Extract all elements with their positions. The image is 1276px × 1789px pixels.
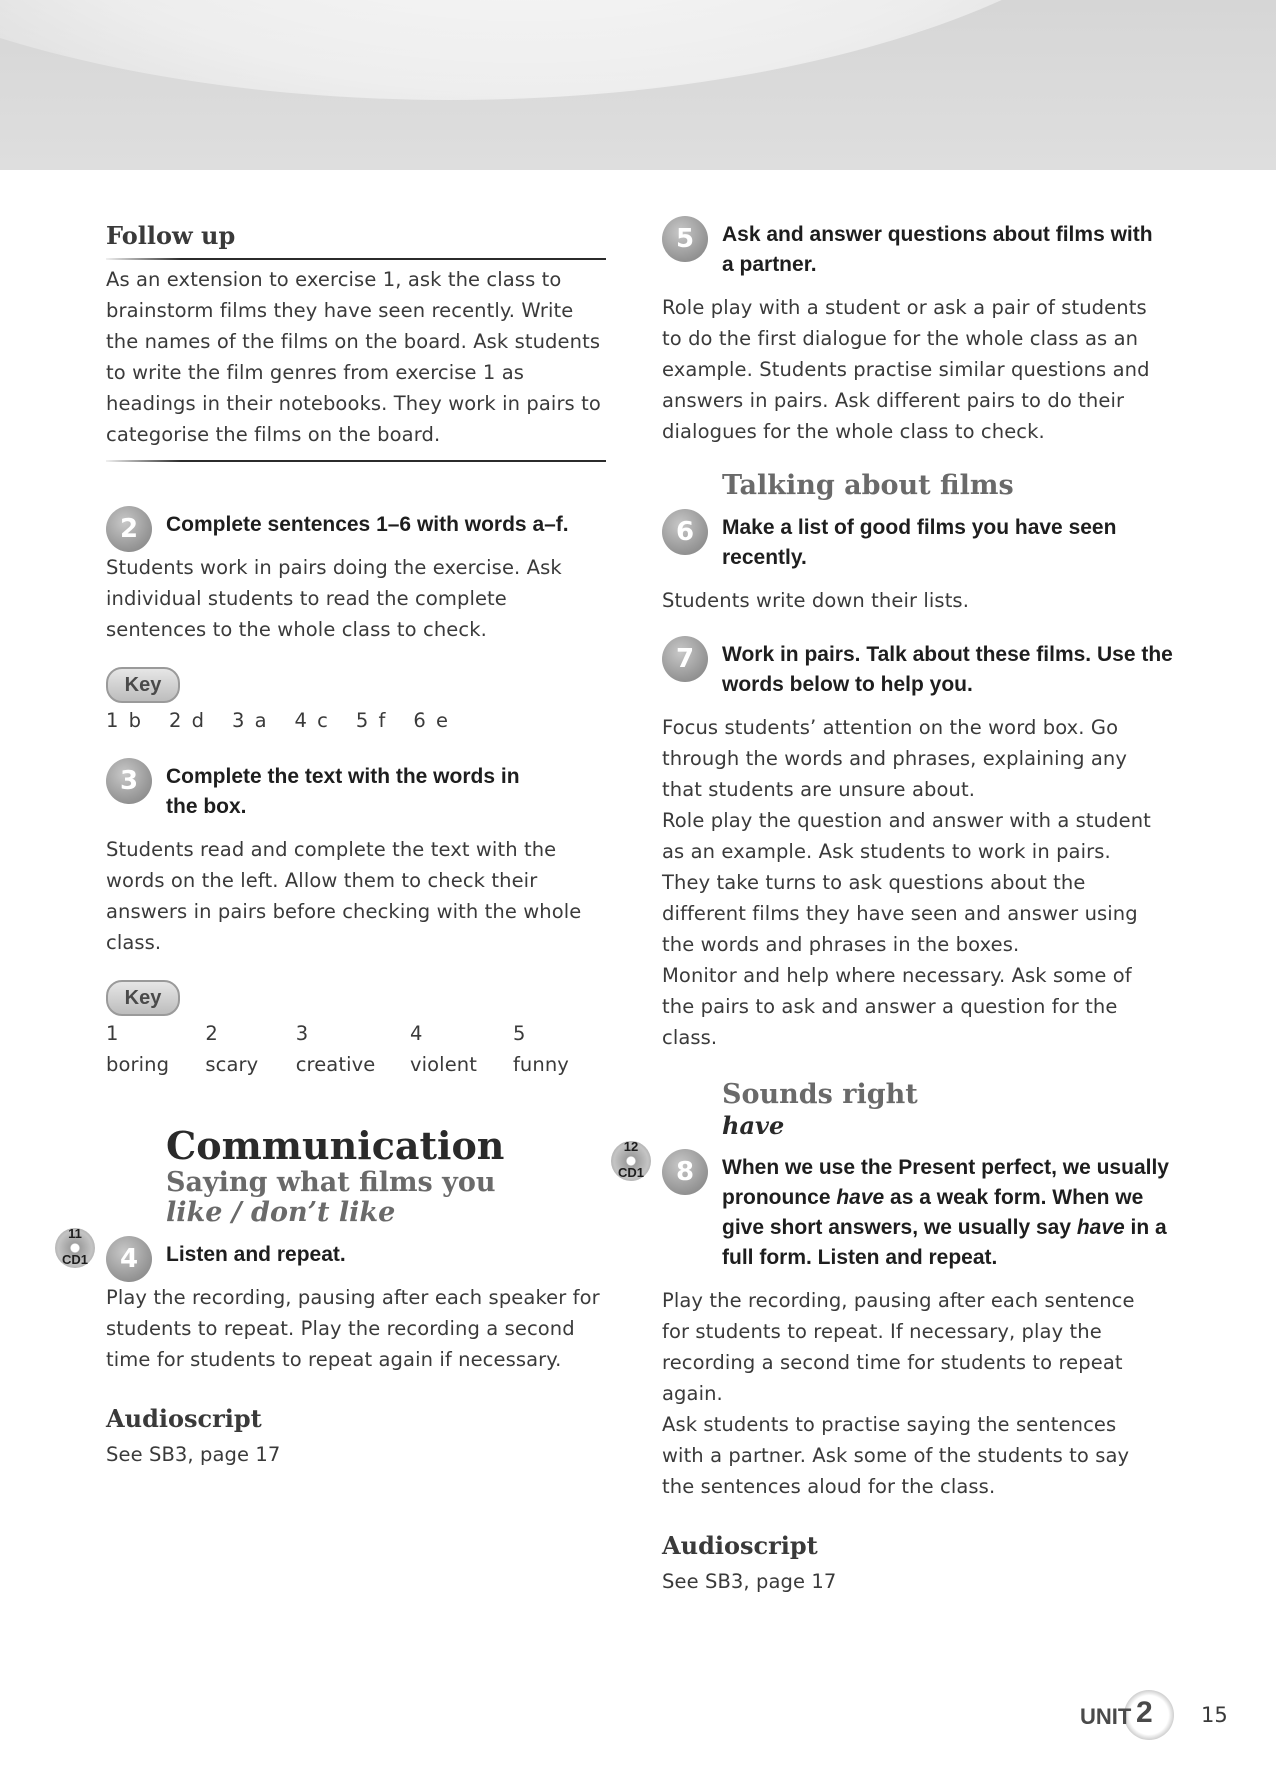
- exercise-number-badge: 2: [106, 506, 152, 552]
- header-band: [0, 0, 1276, 170]
- communication-subtitle-italic: like / don’t like: [166, 1197, 396, 1228]
- exercise-number-badge: 8: [662, 1149, 708, 1195]
- answer: 1 boring: [106, 1022, 170, 1076]
- sounds-right-subtitle: have: [722, 1111, 785, 1140]
- answer: 5 funny: [512, 1022, 569, 1076]
- exercise-7: [662, 640, 1173, 1053]
- sounds-right-heading: [662, 1079, 1162, 1141]
- exercise-6-instruction: Make a list of good films you have seen recently.: [722, 516, 1117, 569]
- exercise-4-text: Play the recording, pausing after each speaker for students to repeat. Play the recording a second time for students to repeat again if necessary.: [106, 1286, 600, 1371]
- answer: 2 d: [168, 709, 206, 732]
- exercise-6: [662, 513, 1162, 616]
- exercise-8-text-1: Play the recording, pausing after each sentence for students to repeat. If necessary, play the recording a second time for students to repeat again.: [662, 1289, 1135, 1405]
- unit-marker: [1080, 1690, 1170, 1744]
- cd-label: CD1: [61, 1252, 88, 1267]
- answer: 2 scary: [205, 1022, 259, 1076]
- left-column: [61, 220, 606, 1470]
- answer: 4 c: [294, 709, 330, 732]
- audioscript-title: Audioscript: [106, 1404, 262, 1433]
- exercise-7-text-1: Focus students’ attention on the word box. Go through the words and phrases, explaining any that students are unsure about.: [662, 716, 1128, 801]
- right-column: [617, 220, 1173, 1597]
- exercise-5-text: Role play with a student or ask a pair of students to do the first dialogue for the whole class as an example. Students practise similar questions and answers in pairs. Ask different pairs to do their dialogues for the whole class to check.: [662, 296, 1150, 443]
- instruction-emphasis: have: [836, 1186, 885, 1209]
- cd-track-number: 12: [623, 1139, 639, 1154]
- exercise-8: [617, 1139, 1169, 1597]
- exercise-7-text-2: Role play the question and answer with a student as an example. Ask students to work in pairs. They take turns to ask questions about the different films they have seen and answer using the words and phrases in the boxes.: [662, 809, 1151, 956]
- key-badge: Key: [106, 980, 180, 1016]
- instruction-part: as a weak form. When we give short answers, we usually say: [722, 1186, 1144, 1239]
- cd-icon: [608, 1141, 654, 1199]
- exercise-5-instruction: Ask and answer questions about films with a partner.: [722, 223, 1153, 276]
- communication-title: Communication: [166, 1123, 505, 1168]
- answer: 1 b: [106, 709, 143, 732]
- header-swoosh-decoration: [0, 0, 1200, 100]
- exercise-4: [61, 1226, 606, 1470]
- exercise-2-answers: [106, 705, 606, 736]
- cd-track-number: 11: [68, 1226, 82, 1241]
- communication-heading: [106, 1124, 606, 1228]
- exercise-number-badge: 6: [662, 509, 708, 555]
- follow-up-bottom-rule: [106, 460, 606, 462]
- answer: 6 e: [413, 709, 450, 732]
- exercise-4-instruction: Listen and repeat.: [166, 1243, 346, 1266]
- communication-subtitle: Saying what films you: [166, 1167, 496, 1198]
- exercise-number-badge: 7: [662, 636, 708, 682]
- exercise-2: [106, 510, 606, 736]
- follow-up-section: [106, 220, 606, 462]
- answer: 3 a: [231, 709, 269, 732]
- instruction-emphasis: have: [1076, 1216, 1125, 1239]
- exercise-6-text: Students write down their lists.: [662, 589, 969, 612]
- follow-up-title: Follow up: [106, 221, 236, 250]
- exercise-7-instruction: Work in pairs. Talk about these films. Use the words below to help you.: [722, 643, 1173, 696]
- key-badge: Key: [106, 667, 180, 703]
- exercise-8-text-2: Ask students to practise saying the sentences with a partner. Ask some of the students to say the sentences aloud for the class.: [662, 1413, 1130, 1498]
- exercise-5: [662, 220, 1162, 447]
- instruction-part: in a full form. Listen and repeat.: [722, 1216, 1167, 1269]
- audioscript-text: See SB3, page 17: [662, 1570, 837, 1593]
- exercise-8-instruction: [722, 1153, 1177, 1273]
- answer: 3 creative: [295, 1022, 376, 1076]
- instruction-part: When we use the Present perfect, we usually pronounce: [722, 1156, 1169, 1209]
- unit-number: 2: [1136, 1696, 1153, 1729]
- page-number: 15: [1201, 1703, 1228, 1727]
- exercise-3-text: Students read and complete the text with the words on the left. Allow them to check their answers in pairs before checking with the whole class.: [106, 838, 582, 954]
- exercise-3-instruction: Complete the text with the words in the box.: [166, 765, 520, 818]
- exercise-number-badge: 5: [662, 216, 708, 262]
- answer: 4 violent: [409, 1022, 477, 1076]
- talking-about-films-heading: Talking about films: [722, 470, 1014, 501]
- follow-up-text: As an extension to exercise 1, ask the class to brainstorm films they have seen recently. Write the names of the films on the board. Ask students to write the film genres from exercise 1 as headings in their notebooks. They work in pairs to categorise the films on the board.: [106, 268, 601, 446]
- audioscript-title: Audioscript: [662, 1531, 818, 1560]
- unit-label: UNIT: [1080, 1704, 1132, 1729]
- cd-label: CD1: [617, 1165, 644, 1180]
- exercise-3-answers: [106, 1018, 606, 1080]
- cd-icon: [52, 1228, 98, 1286]
- exercise-2-instruction: Complete sentences 1–6 with words a–f.: [166, 513, 569, 536]
- exercise-3: [106, 762, 606, 1080]
- exercise-2-text: Students work in pairs doing the exercise. Ask individual students to read the complete sentences to the whole class to check.: [106, 556, 562, 641]
- audioscript-text: See SB3, page 17: [106, 1443, 281, 1466]
- sounds-right-title: Sounds right: [722, 1079, 918, 1110]
- exercise-number-badge: 3: [106, 758, 152, 804]
- answer: 5 f: [355, 709, 388, 732]
- exercise-number-badge: 4: [106, 1236, 152, 1282]
- exercise-7-text-3: Monitor and help where necessary. Ask some of the pairs to ask and answer a question for the class.: [662, 964, 1132, 1049]
